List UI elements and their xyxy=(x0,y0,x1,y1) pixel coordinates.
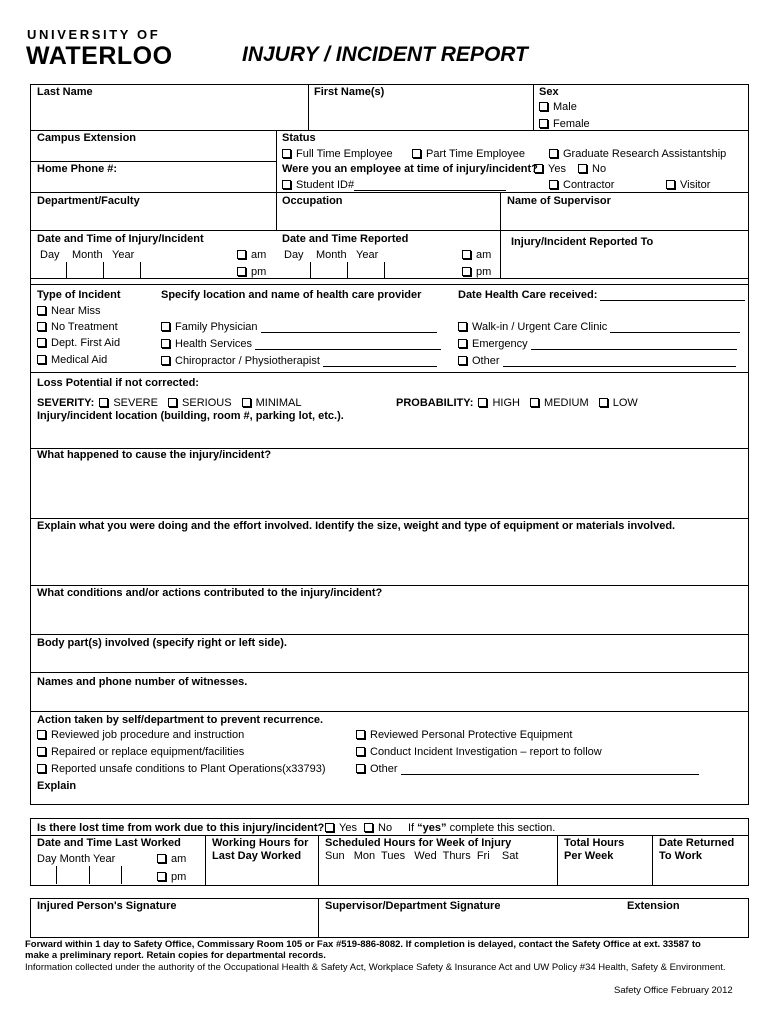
checkbox-employee-no[interactable] xyxy=(578,164,587,173)
checkbox-lost-time-no[interactable] xyxy=(364,823,373,832)
checkbox-health-services[interactable] xyxy=(161,339,170,348)
supervisor-signature-label: Supervisor/Department Signature xyxy=(325,900,501,912)
lost-time-question: Is there lost time from work due to this injury/incident? xyxy=(37,822,325,834)
sex-label: Sex xyxy=(539,86,559,98)
checkbox-family-physician[interactable] xyxy=(161,322,170,331)
checkbox-female[interactable] xyxy=(539,119,548,128)
action-other[interactable]: Other xyxy=(356,763,699,775)
employee-question: Were you an employee at time of injury/incident? xyxy=(282,163,538,175)
checkbox-chiropractor[interactable] xyxy=(161,356,170,365)
care-walk-in[interactable]: Walk-in / Urgent Care Clinic xyxy=(458,321,740,333)
checkbox-medical-aid[interactable] xyxy=(37,355,46,364)
date-health-care-label: Date Health Care received: xyxy=(458,289,745,301)
scheduled-hours-label: Scheduled Hours for Week of Injury xyxy=(325,837,512,849)
checkbox-part-time[interactable] xyxy=(412,149,421,158)
injury-am-option[interactable]: am xyxy=(237,249,266,261)
checkbox-full-time[interactable] xyxy=(282,149,291,158)
day-month-year-label: Day Month Year xyxy=(37,853,116,865)
last-worked-am-option[interactable]: am xyxy=(157,853,186,865)
checkbox-care-other[interactable] xyxy=(458,356,467,365)
action-reported-unsafe[interactable]: Reported unsafe conditions to Plant Operations(x33793) xyxy=(37,763,326,775)
total-hours-label-2: Per Week xyxy=(564,850,614,862)
department-label: Department/Faculty xyxy=(37,195,140,207)
employee-yes-option[interactable]: Yes xyxy=(534,163,566,175)
extension-label: Extension xyxy=(627,900,680,912)
sex-male-option[interactable]: Male xyxy=(539,101,577,113)
checkbox-medium[interactable] xyxy=(530,398,539,407)
checkbox-reviewed-procedure[interactable] xyxy=(37,730,46,739)
what-happened-question: What happened to cause the injury/incident? xyxy=(37,449,272,461)
reported-date-label: Date and Time Reported xyxy=(282,233,409,245)
status-label: Status xyxy=(282,132,316,144)
injury-year-label: Year xyxy=(112,249,135,261)
family-physician-field[interactable] xyxy=(261,322,437,333)
incident-type-medical-aid[interactable]: Medical Aid xyxy=(37,354,107,366)
explain-label: Explain xyxy=(37,780,77,792)
working-hours-label-2: Last Day Worked xyxy=(212,850,302,862)
occupation-label: Occupation xyxy=(282,195,343,207)
date-returned-label-2: To Work xyxy=(659,850,702,862)
incident-type-label: Type of Incident xyxy=(37,289,121,301)
checkbox-reported-pm[interactable] xyxy=(462,267,471,276)
date-health-care-field[interactable] xyxy=(600,290,745,301)
home-phone-label: Home Phone #: xyxy=(37,163,118,175)
first-names-label: First Name(s) xyxy=(314,86,385,98)
loss-potential-label: Loss Potential if not corrected: xyxy=(37,377,199,389)
health-services-field[interactable] xyxy=(255,339,441,350)
checkbox-contractor[interactable] xyxy=(549,180,558,189)
reported-year-label: Year xyxy=(356,249,379,261)
probability-row: PROBABILITY: HIGH MEDIUM LOW xyxy=(396,397,638,409)
checkbox-serious[interactable] xyxy=(168,398,177,407)
checkbox-injury-pm[interactable] xyxy=(237,267,246,276)
footer-authority: Information collected under the authority of the Occupational Health & Safety Act, Workplace Safety & Insurance Act and UW Policy #34 Health, Safety & Environment. xyxy=(25,962,726,973)
footer-instruction-1: Forward within 1 day to Safety Office, Commissary Room 105 or Fax #519-886-8082. If completion is delayed, contact the Safety Office at ext. 33587 to xyxy=(25,939,701,950)
care-other[interactable]: Other xyxy=(458,355,736,367)
checkbox-low[interactable] xyxy=(599,398,608,407)
working-hours-label-1: Working Hours for xyxy=(212,837,309,849)
checkbox-near-miss[interactable] xyxy=(37,306,46,315)
checkbox-no-treatment[interactable] xyxy=(37,322,46,331)
chiropractor-field[interactable] xyxy=(323,356,437,367)
university-name-line2: WATERLOO xyxy=(26,42,173,70)
footer-version: Safety Office February 2012 xyxy=(614,985,733,996)
checkbox-emergency[interactable] xyxy=(458,339,467,348)
provider-family-physician[interactable]: Family Physician xyxy=(161,321,437,333)
lost-time-no-option[interactable]: No xyxy=(364,822,392,834)
checkbox-injury-am[interactable] xyxy=(237,250,246,259)
visitor-option[interactable]: Visitor xyxy=(666,179,710,191)
checkbox-employee-yes[interactable] xyxy=(534,164,543,173)
care-other-field[interactable] xyxy=(503,356,736,367)
injury-month-label: Month xyxy=(72,249,103,261)
explain-doing-question: Explain what you were doing and the effort involved. Identify the size, weight and type of equipment or materials involved. xyxy=(37,520,676,532)
reported-to-label: Injury/Incident Reported To xyxy=(511,236,654,248)
reported-day-label: Day xyxy=(284,249,304,261)
reported-month-label: Month xyxy=(316,249,347,261)
checkbox-reported-unsafe[interactable] xyxy=(37,764,46,773)
status-part-time[interactable]: Part Time Employee xyxy=(412,148,525,160)
conditions-question: What conditions and/or actions contributed to the injury/incident? xyxy=(37,587,383,599)
total-hours-label-1: Total Hours xyxy=(564,837,625,849)
status-full-time[interactable]: Full Time Employee xyxy=(282,148,393,160)
care-emergency[interactable]: Emergency xyxy=(458,338,737,350)
lost-time-instruction: If “yes” complete this section. xyxy=(408,822,556,834)
action-heading: Action taken by self/department to prevent recurrence. xyxy=(37,714,324,726)
student-id-field[interactable] xyxy=(354,180,506,191)
last-worked-pm-option[interactable]: pm xyxy=(157,871,186,883)
checkbox-last-worked-pm[interactable] xyxy=(157,872,166,881)
action-reviewed-procedure[interactable]: Reviewed job procedure and instruction xyxy=(37,729,244,741)
employee-no-option[interactable]: No xyxy=(578,163,606,175)
checkbox-walk-in[interactable] xyxy=(458,322,467,331)
walk-in-field[interactable] xyxy=(610,322,740,333)
supervisor-name-label: Name of Supervisor xyxy=(507,195,611,207)
date-returned-label-1: Date Returned xyxy=(659,837,735,849)
provider-chiropractor[interactable]: Chiropractor / Physiotherapist xyxy=(161,355,437,367)
checkbox-male[interactable] xyxy=(539,102,548,111)
checkbox-visitor[interactable] xyxy=(666,180,675,189)
provider-health-services[interactable]: Health Services xyxy=(161,338,441,350)
checkbox-repaired-equipment[interactable] xyxy=(37,747,46,756)
injury-date-label: Date and Time of Injury/Incident xyxy=(37,233,204,245)
checkbox-grad-ra[interactable] xyxy=(549,149,558,158)
checkbox-reported-am[interactable] xyxy=(462,250,471,259)
sex-female-option[interactable]: Female xyxy=(539,118,590,130)
body-parts-question: Body part(s) involved (specify right or left side). xyxy=(37,637,287,649)
injured-signature-label: Injured Person's Signature xyxy=(37,900,177,912)
university-name-line1: UNIVERSITY OF xyxy=(27,27,161,42)
status-grad-ra[interactable]: Graduate Research Assistantship xyxy=(549,148,726,160)
action-reviewed-ppe[interactable]: Reviewed Personal Protective Equipment xyxy=(356,729,572,741)
checkbox-reviewed-ppe[interactable] xyxy=(356,730,365,739)
injury-day-label: Day xyxy=(40,249,60,261)
action-repaired-equipment[interactable]: Repaired or replace equipment/facilities xyxy=(37,746,244,758)
last-name-label: Last Name xyxy=(37,86,93,98)
checkbox-severe[interactable] xyxy=(99,398,108,407)
action-other-field[interactable] xyxy=(401,764,699,775)
reported-pm-option[interactable]: pm xyxy=(462,266,491,278)
checkbox-student[interactable] xyxy=(282,180,291,189)
weekdays-label: Sun Mon Tues Wed Thurs Fri Sat xyxy=(325,850,519,862)
incident-type-near-miss[interactable]: Near Miss xyxy=(37,305,101,317)
page-title: INJURY / INCIDENT REPORT xyxy=(242,43,528,66)
incident-type-no-treatment[interactable]: No Treatment xyxy=(37,321,118,333)
checkbox-first-aid[interactable] xyxy=(37,338,46,347)
footer-instruction-2: make a preliminary report. Retain copies for departmental records. xyxy=(25,950,326,961)
lost-time-yes-option[interactable]: Yes xyxy=(325,822,357,834)
checkbox-lost-time-yes[interactable] xyxy=(325,823,334,832)
checkbox-conduct-investigation[interactable] xyxy=(356,747,365,756)
checkbox-action-other[interactable] xyxy=(356,764,365,773)
provider-heading: Specify location and name of health care provider xyxy=(161,289,422,301)
reported-am-option[interactable]: am xyxy=(462,249,491,261)
last-worked-label: Date and Time Last Worked xyxy=(37,837,181,849)
student-id-option[interactable]: Student ID# xyxy=(282,179,506,191)
contractor-option[interactable]: Contractor xyxy=(549,179,614,191)
injury-pm-option[interactable]: pm xyxy=(237,266,266,278)
severity-row: SEVERITY: SEVERE SERIOUS MINIMAL xyxy=(37,397,302,409)
checkbox-high[interactable] xyxy=(478,398,487,407)
campus-extension-label: Campus Extension xyxy=(37,132,137,144)
witnesses-question: Names and phone number of witnesses. xyxy=(37,676,248,688)
location-question: Injury/incident location (building, room #, parking lot, etc.). xyxy=(37,410,344,422)
action-conduct-investigation[interactable]: Conduct Incident Investigation – report to follow xyxy=(356,746,602,758)
checkbox-minimal[interactable] xyxy=(242,398,251,407)
emergency-field[interactable] xyxy=(531,339,737,350)
incident-type-first-aid[interactable]: Dept. First Aid xyxy=(37,337,120,349)
checkbox-last-worked-am[interactable] xyxy=(157,854,166,863)
